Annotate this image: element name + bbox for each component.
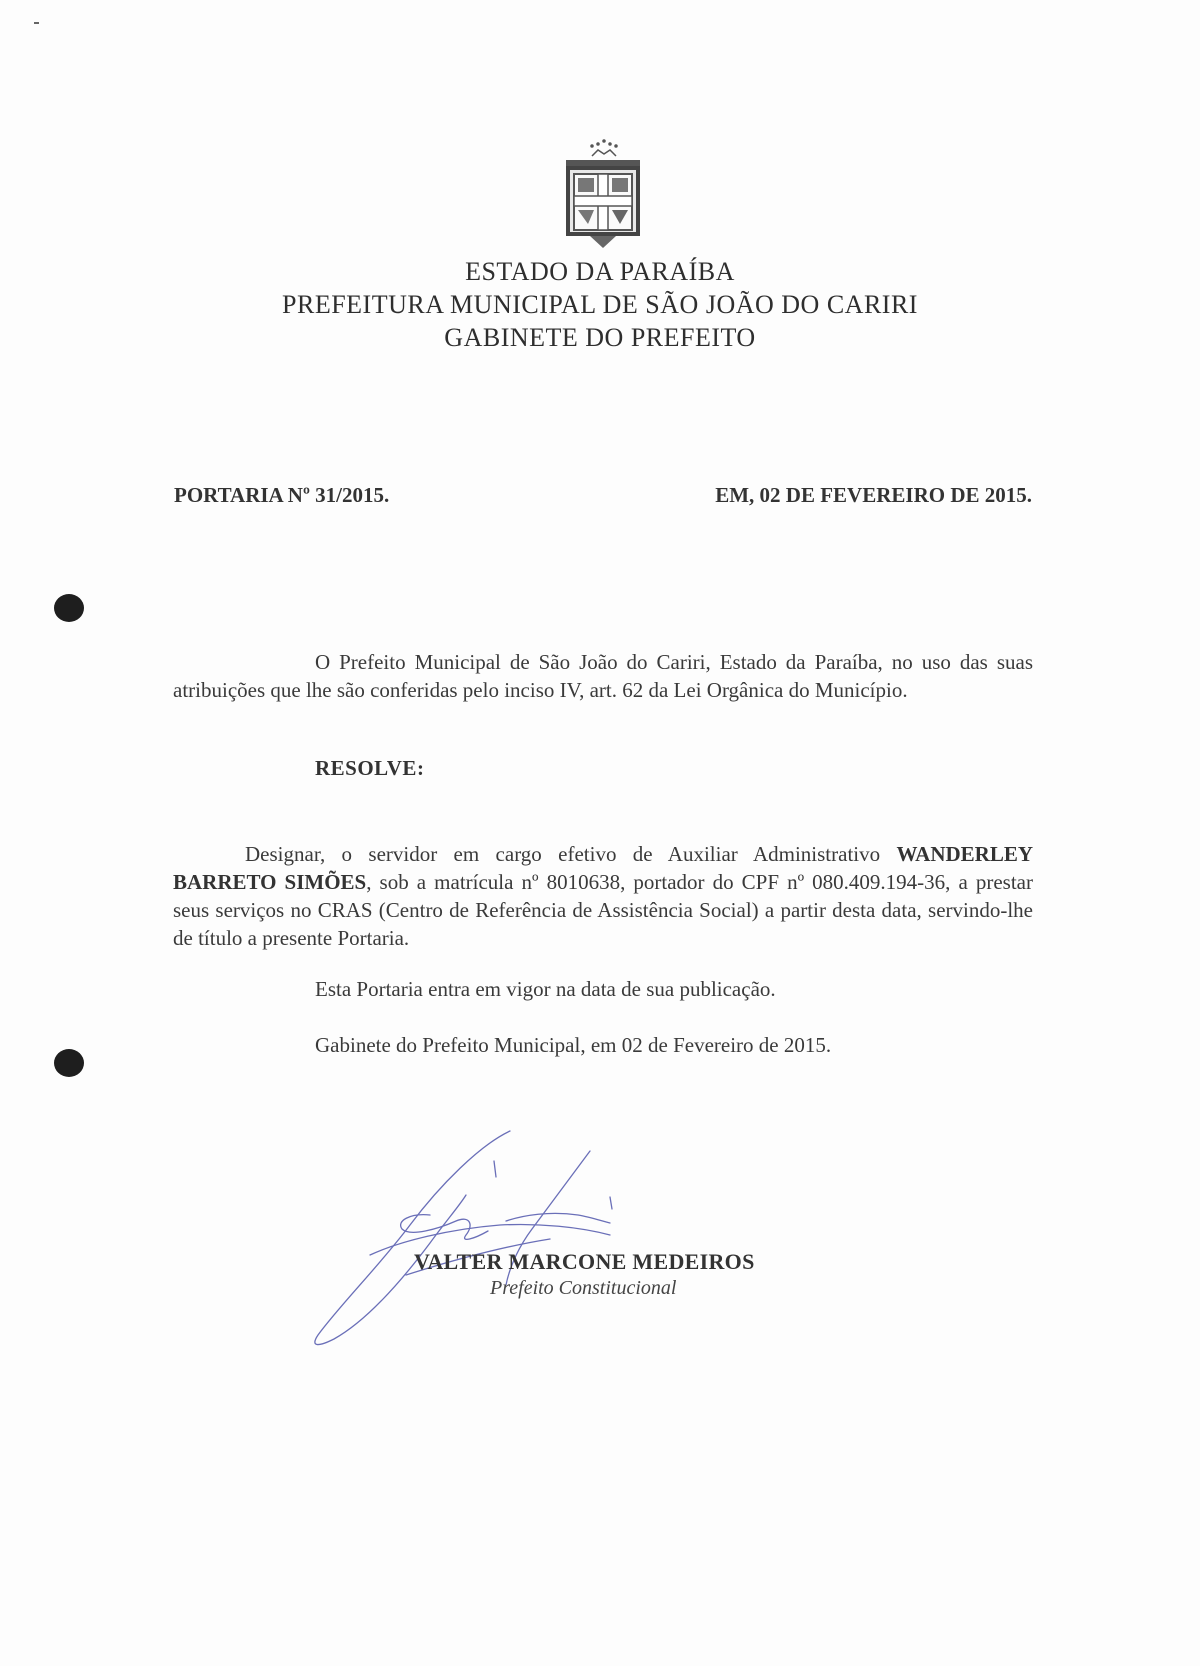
document-date: EM, 02 DE FEVEREIRO DE 2015. (715, 483, 1032, 507)
resolve-heading: RESOLVE: (315, 756, 425, 780)
header-office: GABINETE DO PREFEITO (444, 323, 756, 352)
punch-hole-top (54, 594, 84, 622)
coat-of-arms-icon (560, 136, 644, 252)
designation-prefix: Designar, o servidor em cargo efetivo de Auxiliar Administrativo (245, 842, 881, 866)
signatory-role: Prefeito Constitucional (490, 1277, 677, 1299)
handwritten-signature (310, 1125, 670, 1355)
designation-suffix: , sob a matrícula nº 8010638, portador do CPF nº 080.409.194-36, a prestar seus serviços no CRAS (Centro de Referência de Assistência Social) a partir desta data, servindo-lhe de título a presente Portaria. (173, 870, 1033, 950)
intro-paragraph: O Prefeito Municipal de São João do Cariri, Estado da Paraíba, no uso das suas atribuições que lhe são conferidas pelo inciso IV, art. 62 da Lei Orgânica do Município. (173, 650, 1033, 702)
designation-paragraph (173, 840, 1033, 952)
portaria-number: PORTARIA Nº 31/2015. (174, 483, 390, 507)
header-state: ESTADO DA PARAÍBA (465, 257, 735, 286)
header-municipality: PREFEITURA MUNICIPAL DE SÃO JOÃO DO CARIRI (282, 290, 918, 319)
scan-speck (34, 22, 39, 24)
signatory-name: VALTER MARCONE MEDEIROS (414, 1249, 755, 1274)
vigor-paragraph: Esta Portaria entra em vigor na data de sua publicação. (315, 977, 776, 1001)
closing-paragraph: Gabinete do Prefeito Municipal, em 02 de Fevereiro de 2015. (315, 1033, 832, 1057)
employee-name: WANDERLEY BARRETO SIMÕES (173, 842, 1034, 894)
punch-hole-bottom (54, 1049, 84, 1077)
